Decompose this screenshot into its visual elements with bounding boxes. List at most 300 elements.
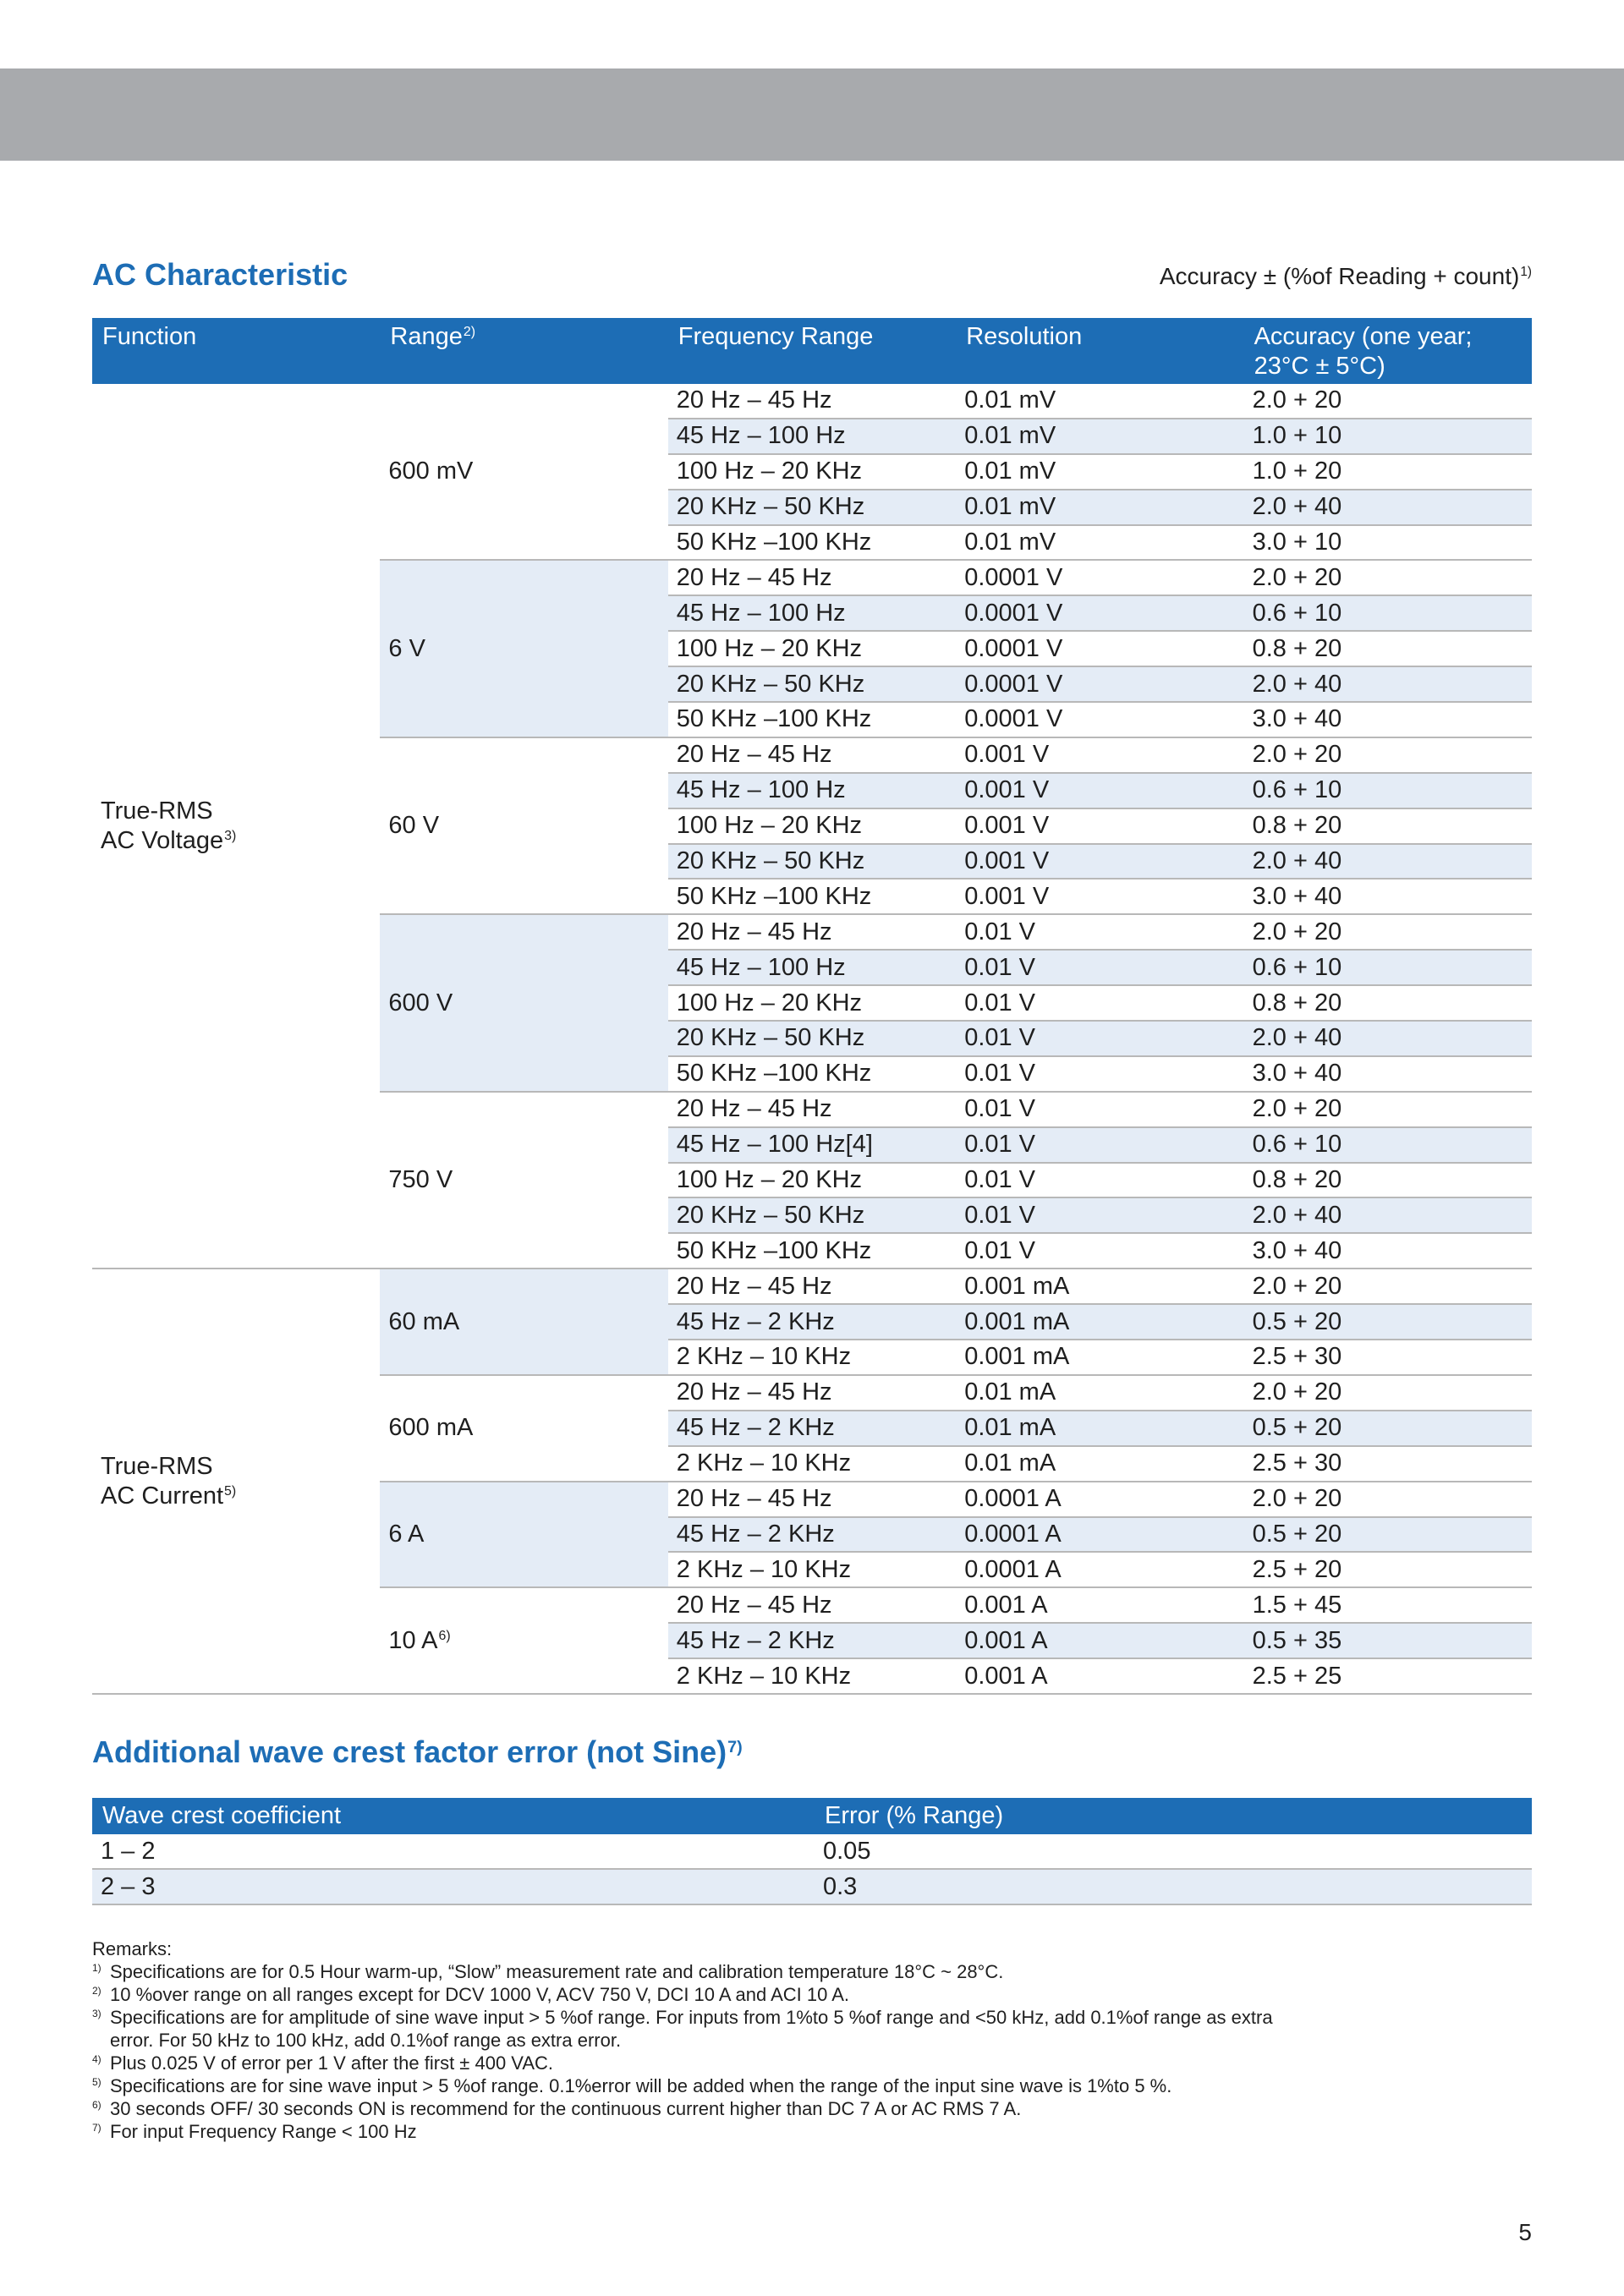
accuracy-cell bbox=[1244, 1164, 1532, 1199]
frequency-value: 45 Hz – 100 Hz bbox=[676, 953, 846, 981]
resolution-value: 0.001 V bbox=[964, 812, 1050, 840]
resolution-value: 0.01 V bbox=[964, 1131, 1036, 1159]
accuracy-cell bbox=[1244, 951, 1532, 986]
frequency-value: 100 Hz – 20 KHz bbox=[676, 634, 863, 662]
accuracy-cell bbox=[1244, 1128, 1532, 1164]
accuracy-value: 0.8 + 20 bbox=[1252, 989, 1342, 1016]
frequency-value: 45 Hz – 100 Hz bbox=[676, 422, 846, 450]
resolution-value: 0.0001 A bbox=[964, 1520, 1062, 1548]
resolution-cell bbox=[956, 1411, 1243, 1447]
frequency-value: 20 Hz – 45 Hz bbox=[676, 1378, 832, 1406]
frequency-cell bbox=[668, 1022, 956, 1057]
function-label bbox=[101, 1452, 236, 1511]
resolution-value: 0.01 mA bbox=[964, 1378, 1056, 1406]
frequency-value: 100 Hz – 20 KHz bbox=[676, 812, 863, 840]
remark-text: For input Frequency Range < 100 Hz bbox=[110, 2121, 417, 2142]
range-cell bbox=[380, 915, 667, 1092]
header-function-label: Function bbox=[102, 323, 197, 350]
frequency-cell bbox=[668, 1269, 956, 1305]
footnote-marker: 7) bbox=[727, 1737, 743, 1756]
accuracy-value: 2.5 + 30 bbox=[1252, 1449, 1342, 1477]
accuracy-value: 0.8 + 20 bbox=[1252, 812, 1342, 840]
accuracy-cell bbox=[1244, 915, 1532, 951]
accuracy-cell bbox=[1244, 879, 1532, 915]
frequency-value: 45 Hz – 100 Hz[4] bbox=[676, 1131, 873, 1159]
resolution-value: 0.01 V bbox=[964, 1166, 1036, 1194]
resolution-value: 0.01 V bbox=[964, 1236, 1036, 1264]
remark-marker: 5) bbox=[92, 2076, 102, 2088]
frequency-value: 50 KHz –100 KHz bbox=[676, 529, 872, 556]
accuracy-cell bbox=[1244, 596, 1532, 632]
crest-table-header-row bbox=[92, 1798, 1532, 1834]
frequency-value: 20 Hz – 45 Hz bbox=[676, 1591, 832, 1619]
error-cell: 0.05 bbox=[823, 1838, 871, 1865]
resolution-cell bbox=[956, 526, 1243, 562]
header-frequency-range bbox=[668, 318, 956, 384]
remark-text: 30 seconds OFF/ 30 seconds ON is recommend for the continuous current higher than DC 7 A or AC RMS 7 A. bbox=[110, 2098, 1022, 2119]
accuracy-note-text: Accuracy ± (%of Reading + count) bbox=[1159, 263, 1520, 289]
range-label: 600 V bbox=[388, 989, 453, 1016]
resolution-cell bbox=[956, 809, 1243, 845]
remark-text: Specifications are for sine wave input > 5 %of range. 0.1%error will be added when the range of the input sine wave is 1%to 5 %. bbox=[110, 2075, 1172, 2096]
accuracy-cell bbox=[1244, 1234, 1532, 1269]
range-cell bbox=[380, 1588, 667, 1695]
frequency-value: 20 Hz – 45 Hz bbox=[676, 386, 832, 414]
accuracy-cell bbox=[1244, 1269, 1532, 1305]
frequency-value: 45 Hz – 2 KHz bbox=[676, 1307, 835, 1335]
accuracy-value: 2.0 + 20 bbox=[1252, 1272, 1342, 1300]
resolution-cell bbox=[956, 1057, 1243, 1093]
resolution-value: 0.01 mV bbox=[964, 529, 1056, 556]
frequency-value: 45 Hz – 2 KHz bbox=[676, 1414, 835, 1442]
range-label: 600 mA bbox=[388, 1414, 474, 1442]
frequency-value: 20 Hz – 45 Hz bbox=[676, 1272, 832, 1300]
remark-text: Specifications are for 0.5 Hour warm-up, “Slow” measurement rate and calibration temperature 18°C ~ 28°C. bbox=[110, 1961, 1004, 1982]
accuracy-cell bbox=[1244, 1447, 1532, 1482]
accuracy-value: 0.6 + 10 bbox=[1252, 776, 1342, 804]
range-cell bbox=[380, 561, 667, 737]
accuracy-value: 0.5 + 20 bbox=[1252, 1520, 1342, 1548]
frequency-cell bbox=[668, 774, 956, 809]
frequency-cell bbox=[668, 1376, 956, 1411]
accuracy-value: 1.5 + 45 bbox=[1252, 1591, 1342, 1619]
resolution-value: 0.0001 V bbox=[964, 599, 1063, 627]
accuracy-value: 3.0 + 40 bbox=[1252, 705, 1342, 733]
frequency-value: 50 KHz –100 KHz bbox=[676, 1060, 872, 1088]
frequency-cell bbox=[668, 455, 956, 490]
frequency-cell bbox=[668, 1340, 956, 1376]
footnote-marker: 2) bbox=[463, 325, 476, 340]
frequency-cell bbox=[668, 1234, 956, 1269]
frequency-cell bbox=[668, 1553, 956, 1588]
frequency-cell bbox=[668, 1482, 956, 1518]
frequency-cell bbox=[668, 561, 956, 596]
accuracy-value: 2.0 + 20 bbox=[1252, 1378, 1342, 1406]
frequency-cell bbox=[668, 384, 956, 419]
function-label-line bbox=[101, 797, 236, 826]
range-label: 600 mV bbox=[388, 458, 474, 485]
range-label-wrap bbox=[388, 989, 453, 1018]
accuracy-cell bbox=[1244, 986, 1532, 1022]
resolution-cell bbox=[956, 561, 1243, 596]
frequency-cell bbox=[668, 809, 956, 845]
resolution-value: 0.0001 V bbox=[964, 563, 1063, 591]
accuracy-cell bbox=[1244, 809, 1532, 845]
range-label-wrap bbox=[388, 1626, 450, 1656]
remark-text: error. For 50 kHz to 100 kHz, add 0.1%of range as extra error. bbox=[110, 2030, 622, 2051]
frequency-value: 20 Hz – 45 Hz bbox=[676, 563, 832, 591]
resolution-value: 0.01 V bbox=[964, 1201, 1036, 1229]
accuracy-value: 2.0 + 40 bbox=[1252, 670, 1342, 698]
resolution-value: 0.001 mA bbox=[964, 1343, 1070, 1371]
accuracy-value: 2.0 + 40 bbox=[1252, 1024, 1342, 1052]
resolution-cell bbox=[956, 1022, 1243, 1057]
header-accuracy bbox=[1244, 318, 1532, 384]
resolution-value: 0.01 V bbox=[964, 1060, 1036, 1088]
ac-characteristic-title bbox=[92, 256, 348, 293]
accuracy-cell bbox=[1244, 384, 1532, 419]
accuracy-cell bbox=[1244, 632, 1532, 667]
frequency-cell bbox=[668, 667, 956, 703]
resolution-cell bbox=[956, 951, 1243, 986]
range-label: 10 A bbox=[388, 1626, 438, 1654]
frequency-cell bbox=[668, 1588, 956, 1624]
function-cell bbox=[92, 384, 380, 1269]
ac-characteristic-title-text: AC Characteristic bbox=[92, 257, 348, 292]
resolution-cell bbox=[956, 1376, 1243, 1411]
accuracy-cell bbox=[1244, 703, 1532, 738]
resolution-value: 0.0001 V bbox=[964, 634, 1063, 662]
accuracy-cell bbox=[1244, 1518, 1532, 1553]
frequency-cell bbox=[668, 1305, 956, 1340]
header-error-range: Error (% Range) bbox=[825, 1802, 1004, 1829]
resolution-cell bbox=[956, 1482, 1243, 1518]
frequency-cell bbox=[668, 1447, 956, 1482]
accuracy-cell bbox=[1244, 455, 1532, 490]
resolution-value: 0.0001 A bbox=[964, 1555, 1062, 1583]
resolution-cell bbox=[956, 1164, 1243, 1199]
table-row bbox=[92, 1870, 1532, 1905]
remark-marker: 3) bbox=[92, 2008, 102, 2019]
frequency-value: 20 KHz – 50 KHz bbox=[676, 847, 865, 875]
remark-marker: 1) bbox=[92, 1962, 102, 1974]
coefficient-cell: 1 – 2 bbox=[101, 1838, 156, 1865]
header-range-label: Range bbox=[390, 323, 463, 350]
resolution-cell bbox=[956, 667, 1243, 703]
resolution-value: 0.001 V bbox=[964, 847, 1050, 875]
frequency-value: 100 Hz – 20 KHz bbox=[676, 989, 863, 1016]
function-label-text: AC Voltage bbox=[101, 826, 224, 854]
frequency-value: 45 Hz – 2 KHz bbox=[676, 1626, 835, 1654]
resolution-cell bbox=[956, 1624, 1243, 1659]
resolution-cell bbox=[956, 915, 1243, 951]
frequency-cell bbox=[668, 1128, 956, 1164]
remark-text: Plus 0.025 V of error per 1 V after the first ± 400 VAC. bbox=[110, 2052, 554, 2074]
function-label-text: AC Current bbox=[101, 1482, 224, 1510]
frequency-value: 20 Hz – 45 Hz bbox=[676, 741, 832, 769]
frequency-cell bbox=[668, 1411, 956, 1447]
resolution-cell bbox=[956, 490, 1243, 526]
frequency-cell bbox=[668, 596, 956, 632]
remark-1 bbox=[92, 1960, 1273, 1983]
resolution-value: 0.0001 A bbox=[964, 1485, 1062, 1513]
range-cell bbox=[380, 1269, 667, 1376]
footnote-marker: 5) bbox=[224, 1483, 237, 1499]
remark-4 bbox=[92, 2052, 1273, 2074]
resolution-value: 0.001 V bbox=[964, 741, 1050, 769]
frequency-value: 20 KHz – 50 KHz bbox=[676, 1024, 865, 1052]
ac-table-header-row bbox=[92, 318, 1532, 384]
frequency-cell bbox=[668, 1198, 956, 1234]
remark-7 bbox=[92, 2120, 1273, 2143]
frequency-cell bbox=[668, 703, 956, 738]
accuracy-value: 1.0 + 10 bbox=[1252, 422, 1342, 450]
header-frequency-range-label: Frequency Range bbox=[678, 323, 874, 350]
frequency-cell bbox=[668, 1659, 956, 1695]
accuracy-value: 0.5 + 20 bbox=[1252, 1307, 1342, 1335]
frequency-value: 20 Hz – 45 Hz bbox=[676, 1095, 832, 1123]
accuracy-value: 2.5 + 25 bbox=[1252, 1662, 1342, 1690]
resolution-value: 0.01 mV bbox=[964, 422, 1056, 450]
footnote-marker: 3) bbox=[224, 828, 237, 843]
footnote-marker: 1) bbox=[1520, 265, 1532, 280]
frequency-value: 50 KHz –100 KHz bbox=[676, 882, 872, 910]
accuracy-cell bbox=[1244, 774, 1532, 809]
accuracy-cell bbox=[1244, 1588, 1532, 1624]
frequency-value: 20 Hz – 45 Hz bbox=[676, 918, 832, 945]
header-resolution bbox=[956, 318, 1243, 384]
frequency-value: 2 KHz – 10 KHz bbox=[676, 1343, 852, 1371]
accuracy-cell bbox=[1244, 1624, 1532, 1659]
accuracy-value: 0.5 + 35 bbox=[1252, 1626, 1342, 1654]
accuracy-value: 2.0 + 40 bbox=[1252, 493, 1342, 521]
function-label-line bbox=[101, 1452, 236, 1482]
resolution-cell bbox=[956, 419, 1243, 455]
frequency-cell bbox=[668, 1057, 956, 1093]
accuracy-value: 3.0 + 10 bbox=[1252, 529, 1342, 556]
frequency-value: 100 Hz – 20 KHz bbox=[676, 1166, 863, 1194]
frequency-value: 20 KHz – 50 KHz bbox=[676, 1201, 865, 1229]
accuracy-cell bbox=[1244, 1482, 1532, 1518]
remark-text: Specifications are for amplitude of sine wave input > 5 %of range. For inputs from 1%to 5 %of range and <50 kHz, add 0.1%of range as extra bbox=[110, 2007, 1273, 2028]
resolution-cell bbox=[956, 1340, 1243, 1376]
function-label bbox=[101, 797, 236, 856]
accuracy-cell bbox=[1244, 526, 1532, 562]
resolution-value: 0.0001 V bbox=[964, 705, 1063, 733]
accuracy-value: 1.0 + 20 bbox=[1252, 458, 1342, 485]
header-accuracy-label-line1: Accuracy (one year; bbox=[1254, 323, 1473, 350]
accuracy-cell bbox=[1244, 561, 1532, 596]
frequency-value: 50 KHz –100 KHz bbox=[676, 1236, 872, 1264]
header-function bbox=[92, 318, 380, 384]
accuracy-cell bbox=[1244, 1198, 1532, 1234]
header-resolution-label: Resolution bbox=[966, 323, 1083, 350]
accuracy-value: 0.8 + 20 bbox=[1252, 634, 1342, 662]
frequency-cell bbox=[668, 1093, 956, 1128]
header-wave-crest-coefficient: Wave crest coefficient bbox=[102, 1802, 342, 1829]
resolution-value: 0.001 A bbox=[964, 1662, 1048, 1690]
resolution-value: 0.01 mV bbox=[964, 458, 1056, 485]
accuracy-value: 0.6 + 10 bbox=[1252, 1131, 1342, 1159]
remark-text: 10 %over range on all ranges except for DCV 1000 V, ACV 750 V, DCI 10 A and ACI 10 A. bbox=[110, 1984, 850, 2005]
resolution-value: 0.01 mA bbox=[964, 1414, 1056, 1442]
header-accuracy-label-line2: 23°C ± 5°C) bbox=[1254, 353, 1385, 380]
accuracy-value: 2.0 + 20 bbox=[1252, 741, 1342, 769]
function-label-line bbox=[101, 826, 236, 856]
accuracy-cell bbox=[1244, 1553, 1532, 1588]
footnote-marker: 6) bbox=[438, 1628, 451, 1643]
range-label-wrap bbox=[388, 1413, 473, 1443]
remark-marker: 4) bbox=[92, 2053, 102, 2065]
accuracy-value: 2.0 + 20 bbox=[1252, 386, 1342, 414]
function-label-text: True-RMS bbox=[101, 797, 213, 825]
header-range bbox=[380, 318, 667, 384]
accuracy-value: 2.0 + 20 bbox=[1252, 1485, 1342, 1513]
resolution-cell bbox=[956, 879, 1243, 915]
accuracy-value: 2.0 + 40 bbox=[1252, 1201, 1342, 1229]
accuracy-cell bbox=[1244, 738, 1532, 774]
resolution-value: 0.001 A bbox=[964, 1626, 1048, 1654]
resolution-cell bbox=[956, 596, 1243, 632]
remark-marker: 2) bbox=[92, 1985, 102, 1997]
crest-factor-title-text: Additional wave crest factor error (not Sine) bbox=[92, 1734, 727, 1769]
resolution-value: 0.001 V bbox=[964, 776, 1050, 804]
range-label: 6 V bbox=[388, 634, 425, 662]
frequency-cell bbox=[668, 1164, 956, 1199]
range-label-wrap bbox=[388, 1165, 453, 1195]
frequency-cell bbox=[668, 879, 956, 915]
frequency-cell bbox=[668, 526, 956, 562]
accuracy-value: 0.6 + 10 bbox=[1252, 953, 1342, 981]
range-label: 60 mA bbox=[388, 1307, 460, 1335]
accuracy-cell bbox=[1244, 1057, 1532, 1093]
resolution-value: 0.01 V bbox=[964, 989, 1036, 1016]
resolution-value: 0.001 A bbox=[964, 1591, 1048, 1619]
resolution-value: 0.001 mA bbox=[964, 1272, 1070, 1300]
range-label: 750 V bbox=[388, 1166, 453, 1194]
error-cell: 0.3 bbox=[823, 1873, 858, 1900]
frequency-cell bbox=[668, 490, 956, 526]
frequency-value: 2 KHz – 10 KHz bbox=[676, 1449, 852, 1477]
accuracy-value: 3.0 + 40 bbox=[1252, 1060, 1342, 1088]
ac-table-body bbox=[92, 384, 1532, 1695]
remark-3 bbox=[92, 2006, 1273, 2029]
accuracy-cell bbox=[1244, 667, 1532, 703]
range-label: 6 A bbox=[388, 1520, 425, 1548]
resolution-cell bbox=[956, 774, 1243, 809]
resolution-cell bbox=[956, 1093, 1243, 1128]
accuracy-cell bbox=[1244, 1093, 1532, 1128]
remark-5 bbox=[92, 2074, 1273, 2097]
resolution-value: 0.01 mV bbox=[964, 493, 1056, 521]
accuracy-cell bbox=[1244, 1340, 1532, 1376]
accuracy-value: 0.6 + 10 bbox=[1252, 599, 1342, 627]
range-label-wrap bbox=[388, 634, 425, 664]
frequency-cell bbox=[668, 845, 956, 880]
frequency-cell bbox=[668, 738, 956, 774]
accuracy-cell bbox=[1244, 1022, 1532, 1057]
function-cell bbox=[92, 1269, 380, 1695]
range-label-wrap bbox=[388, 811, 439, 841]
remarks-heading: Remarks: bbox=[92, 1938, 173, 1959]
remark-marker: 7) bbox=[92, 2122, 102, 2134]
frequency-cell bbox=[668, 1624, 956, 1659]
resolution-cell bbox=[956, 1553, 1243, 1588]
resolution-value: 0.01 mA bbox=[964, 1449, 1056, 1477]
resolution-cell bbox=[956, 384, 1243, 419]
resolution-cell bbox=[956, 1234, 1243, 1269]
resolution-cell bbox=[956, 1588, 1243, 1624]
range-cell bbox=[380, 1376, 667, 1482]
frequency-cell bbox=[668, 951, 956, 986]
resolution-value: 0.01 mV bbox=[964, 386, 1056, 414]
frequency-cell bbox=[668, 632, 956, 667]
range-cell bbox=[380, 738, 667, 915]
range-cell bbox=[380, 384, 667, 561]
frequency-cell bbox=[668, 419, 956, 455]
accuracy-value: 0.8 + 20 bbox=[1252, 1166, 1342, 1194]
resolution-cell bbox=[956, 845, 1243, 880]
resolution-value: 0.0001 V bbox=[964, 670, 1063, 698]
remark-marker: 6) bbox=[92, 2099, 102, 2111]
resolution-cell bbox=[956, 738, 1243, 774]
resolution-value: 0.01 V bbox=[964, 953, 1036, 981]
frequency-cell bbox=[668, 986, 956, 1022]
range-cell bbox=[380, 1093, 667, 1269]
range-cell bbox=[380, 1482, 667, 1589]
accuracy-cell bbox=[1244, 1659, 1532, 1695]
remark-2 bbox=[92, 1983, 1273, 2006]
accuracy-value: 2.5 + 20 bbox=[1252, 1555, 1342, 1583]
frequency-value: 2 KHz – 10 KHz bbox=[676, 1662, 852, 1690]
remark-6 bbox=[92, 2097, 1273, 2120]
frequency-value: 20 KHz – 50 KHz bbox=[676, 670, 865, 698]
resolution-cell bbox=[956, 1447, 1243, 1482]
resolution-value: 0.01 V bbox=[964, 1095, 1036, 1123]
accuracy-value: 2.5 + 30 bbox=[1252, 1343, 1342, 1371]
frequency-cell bbox=[668, 1518, 956, 1553]
frequency-cell bbox=[668, 915, 956, 951]
resolution-cell bbox=[956, 986, 1243, 1022]
accuracy-cell bbox=[1244, 490, 1532, 526]
accuracy-value: 3.0 + 40 bbox=[1252, 1236, 1342, 1264]
accuracy-note bbox=[1160, 262, 1532, 291]
resolution-cell bbox=[956, 1198, 1243, 1234]
top-banner bbox=[0, 68, 1624, 161]
frequency-value: 45 Hz – 100 Hz bbox=[676, 599, 846, 627]
page-number: 5 bbox=[1518, 2219, 1532, 2245]
resolution-cell bbox=[956, 455, 1243, 490]
frequency-value: 45 Hz – 2 KHz bbox=[676, 1520, 835, 1548]
accuracy-value: 2.0 + 20 bbox=[1252, 918, 1342, 945]
frequency-value: 45 Hz – 100 Hz bbox=[676, 776, 846, 804]
accuracy-cell bbox=[1244, 845, 1532, 880]
accuracy-value: 0.5 + 20 bbox=[1252, 1414, 1342, 1442]
accuracy-value: 2.0 + 20 bbox=[1252, 1095, 1342, 1123]
range-label: 60 V bbox=[388, 812, 440, 840]
frequency-value: 20 Hz – 45 Hz bbox=[676, 1485, 832, 1513]
function-label-line bbox=[101, 1482, 236, 1511]
resolution-cell bbox=[956, 1659, 1243, 1695]
resolution-value: 0.01 V bbox=[964, 1024, 1036, 1052]
range-label-wrap bbox=[388, 1307, 459, 1337]
range-label-wrap bbox=[388, 457, 473, 486]
frequency-value: 2 KHz – 10 KHz bbox=[676, 1555, 852, 1583]
range-label-wrap bbox=[388, 1520, 424, 1549]
resolution-value: 0.001 mA bbox=[964, 1307, 1070, 1335]
remark-3-continued bbox=[92, 2029, 1273, 2052]
accuracy-cell bbox=[1244, 1376, 1532, 1411]
